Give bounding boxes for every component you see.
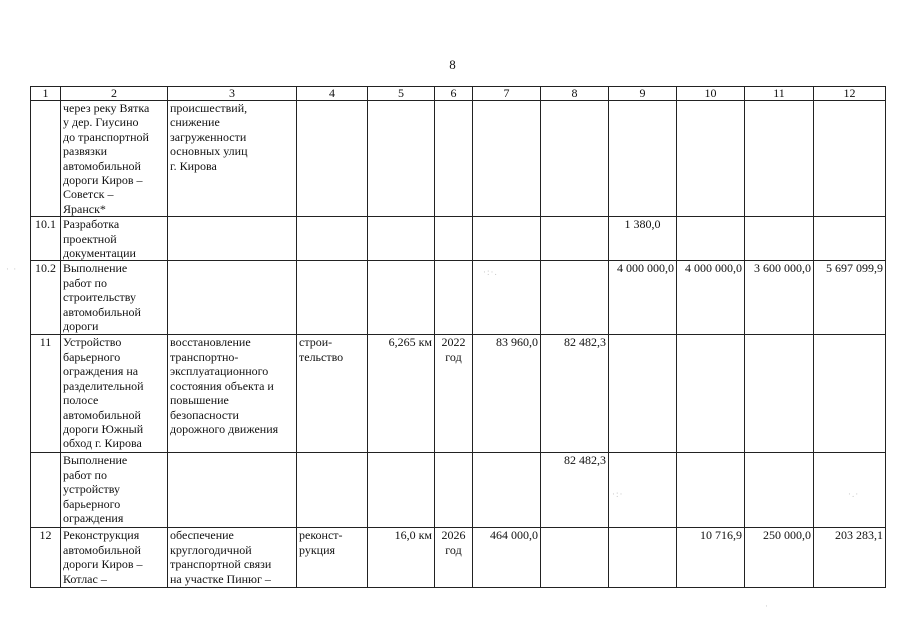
row-number-cell xyxy=(31,453,61,528)
value-cell xyxy=(609,335,677,453)
header-cell: 10 xyxy=(677,87,745,101)
header-cell: 9 xyxy=(609,87,677,101)
value-cell xyxy=(677,217,745,261)
purpose-cell xyxy=(168,453,297,528)
capacity-cell: 6,265 км xyxy=(368,335,435,453)
value-cell: 10 716,9 xyxy=(677,528,745,588)
row-number-cell: 12 xyxy=(31,528,61,588)
header-cell: 7 xyxy=(473,87,541,101)
object-name-cell: через реку Вятка у дер. Гиусино до транспортной развязки автомобильной дороги Киров – Советск – Яранск* xyxy=(61,101,168,217)
page-number: 8 xyxy=(449,57,456,72)
capacity-cell: 16,0 км xyxy=(368,528,435,588)
value-cell: 83 960,0 xyxy=(473,335,541,453)
scan-speck: · xyxy=(765,601,769,611)
object-name-cell: Выполнение работ по строительству автомобильной дороги xyxy=(61,261,168,335)
year-cell xyxy=(435,101,473,217)
value-cell xyxy=(677,453,745,528)
header-cell: 2 xyxy=(61,87,168,101)
value-cell xyxy=(745,217,814,261)
value-cell xyxy=(745,453,814,528)
value-cell xyxy=(609,528,677,588)
work-type-cell xyxy=(297,261,368,335)
value-cell xyxy=(745,335,814,453)
table-row xyxy=(31,217,886,261)
value-cell: 464 000,0 xyxy=(473,528,541,588)
value-cell xyxy=(541,261,609,335)
header-cell: 8 xyxy=(541,87,609,101)
work-type-cell: реконст- рукция xyxy=(297,528,368,588)
value-cell: 4 000 000,0 xyxy=(609,261,677,335)
capacity-cell xyxy=(368,101,435,217)
header-cell: 12 xyxy=(814,87,886,101)
work-type-cell xyxy=(297,217,368,261)
value-cell: 250 000,0 xyxy=(745,528,814,588)
row-number-cell: 10.2 xyxy=(31,261,61,335)
header-cell: 11 xyxy=(745,87,814,101)
value-cell: 5 697 099,9 xyxy=(814,261,886,335)
value-cell xyxy=(677,101,745,217)
object-name-cell: Выполнение работ по устройству барьерного ограждения xyxy=(61,453,168,528)
year-cell: 2026 год xyxy=(435,528,473,588)
scan-speck: ·:·. xyxy=(483,267,498,277)
value-cell xyxy=(814,335,886,453)
value-cell xyxy=(541,217,609,261)
table-row xyxy=(31,453,886,528)
object-name-cell: Устройство барьерного ограждения на разделительной полосе автомобильной дороги Южный обход г. Кирова xyxy=(61,335,168,453)
document-table xyxy=(30,86,886,588)
header-cell: 3 xyxy=(168,87,297,101)
scan-speck: ·:· xyxy=(612,489,624,499)
value-cell xyxy=(473,453,541,528)
value-cell xyxy=(541,101,609,217)
row-number-cell: 11 xyxy=(31,335,61,453)
header-cell: 1 xyxy=(31,87,61,101)
purpose-cell xyxy=(168,217,297,261)
capacity-cell xyxy=(368,261,435,335)
header-cell: 5 xyxy=(368,87,435,101)
capacity-cell xyxy=(368,217,435,261)
purpose-cell: восстановление транспортно- эксплуатационного состояния объекта и повышение безопасности дорожного движения xyxy=(168,335,297,453)
table-header-row xyxy=(31,87,886,101)
value-cell xyxy=(609,101,677,217)
row-number-cell xyxy=(31,101,61,217)
work-type-cell xyxy=(297,101,368,217)
value-cell xyxy=(677,335,745,453)
value-cell xyxy=(473,217,541,261)
value-cell: 82 482,3 xyxy=(541,335,609,453)
table-row xyxy=(31,261,886,335)
header-cell: 6 xyxy=(435,87,473,101)
table-row xyxy=(31,101,886,217)
value-cell: 82 482,3 xyxy=(541,453,609,528)
value-cell xyxy=(745,101,814,217)
object-name-cell: Реконструкция автомобильной дороги Киров – Котлас – xyxy=(61,528,168,588)
scan-speck: ·.· xyxy=(848,489,860,499)
value-cell: 3 600 000,0 xyxy=(745,261,814,335)
capacity-cell xyxy=(368,453,435,528)
object-name-cell: Разработка проектной документации xyxy=(61,217,168,261)
work-type-cell xyxy=(297,453,368,528)
year-cell xyxy=(435,217,473,261)
value-cell xyxy=(814,101,886,217)
header-cell: 4 xyxy=(297,87,368,101)
purpose-cell xyxy=(168,261,297,335)
value-cell xyxy=(814,217,886,261)
work-type-cell: строи- тельство xyxy=(297,335,368,453)
value-cell xyxy=(541,528,609,588)
year-cell xyxy=(435,261,473,335)
value-cell xyxy=(473,101,541,217)
value-cell: 4 000 000,0 xyxy=(677,261,745,335)
table-row xyxy=(31,528,886,588)
value-cell: 1 380,0 xyxy=(609,217,677,261)
scan-speck: · · xyxy=(6,264,18,274)
value-cell: 203 283,1 xyxy=(814,528,886,588)
purpose-cell: происшествий, снижение загруженности основных улиц г. Кирова xyxy=(168,101,297,217)
year-cell xyxy=(435,453,473,528)
table-row xyxy=(31,335,886,453)
purpose-cell: обеспечение круглогодичной транспортной связи на участке Пинюг – xyxy=(168,528,297,588)
year-cell: 2022 год xyxy=(435,335,473,453)
row-number-cell: 10.1 xyxy=(31,217,61,261)
